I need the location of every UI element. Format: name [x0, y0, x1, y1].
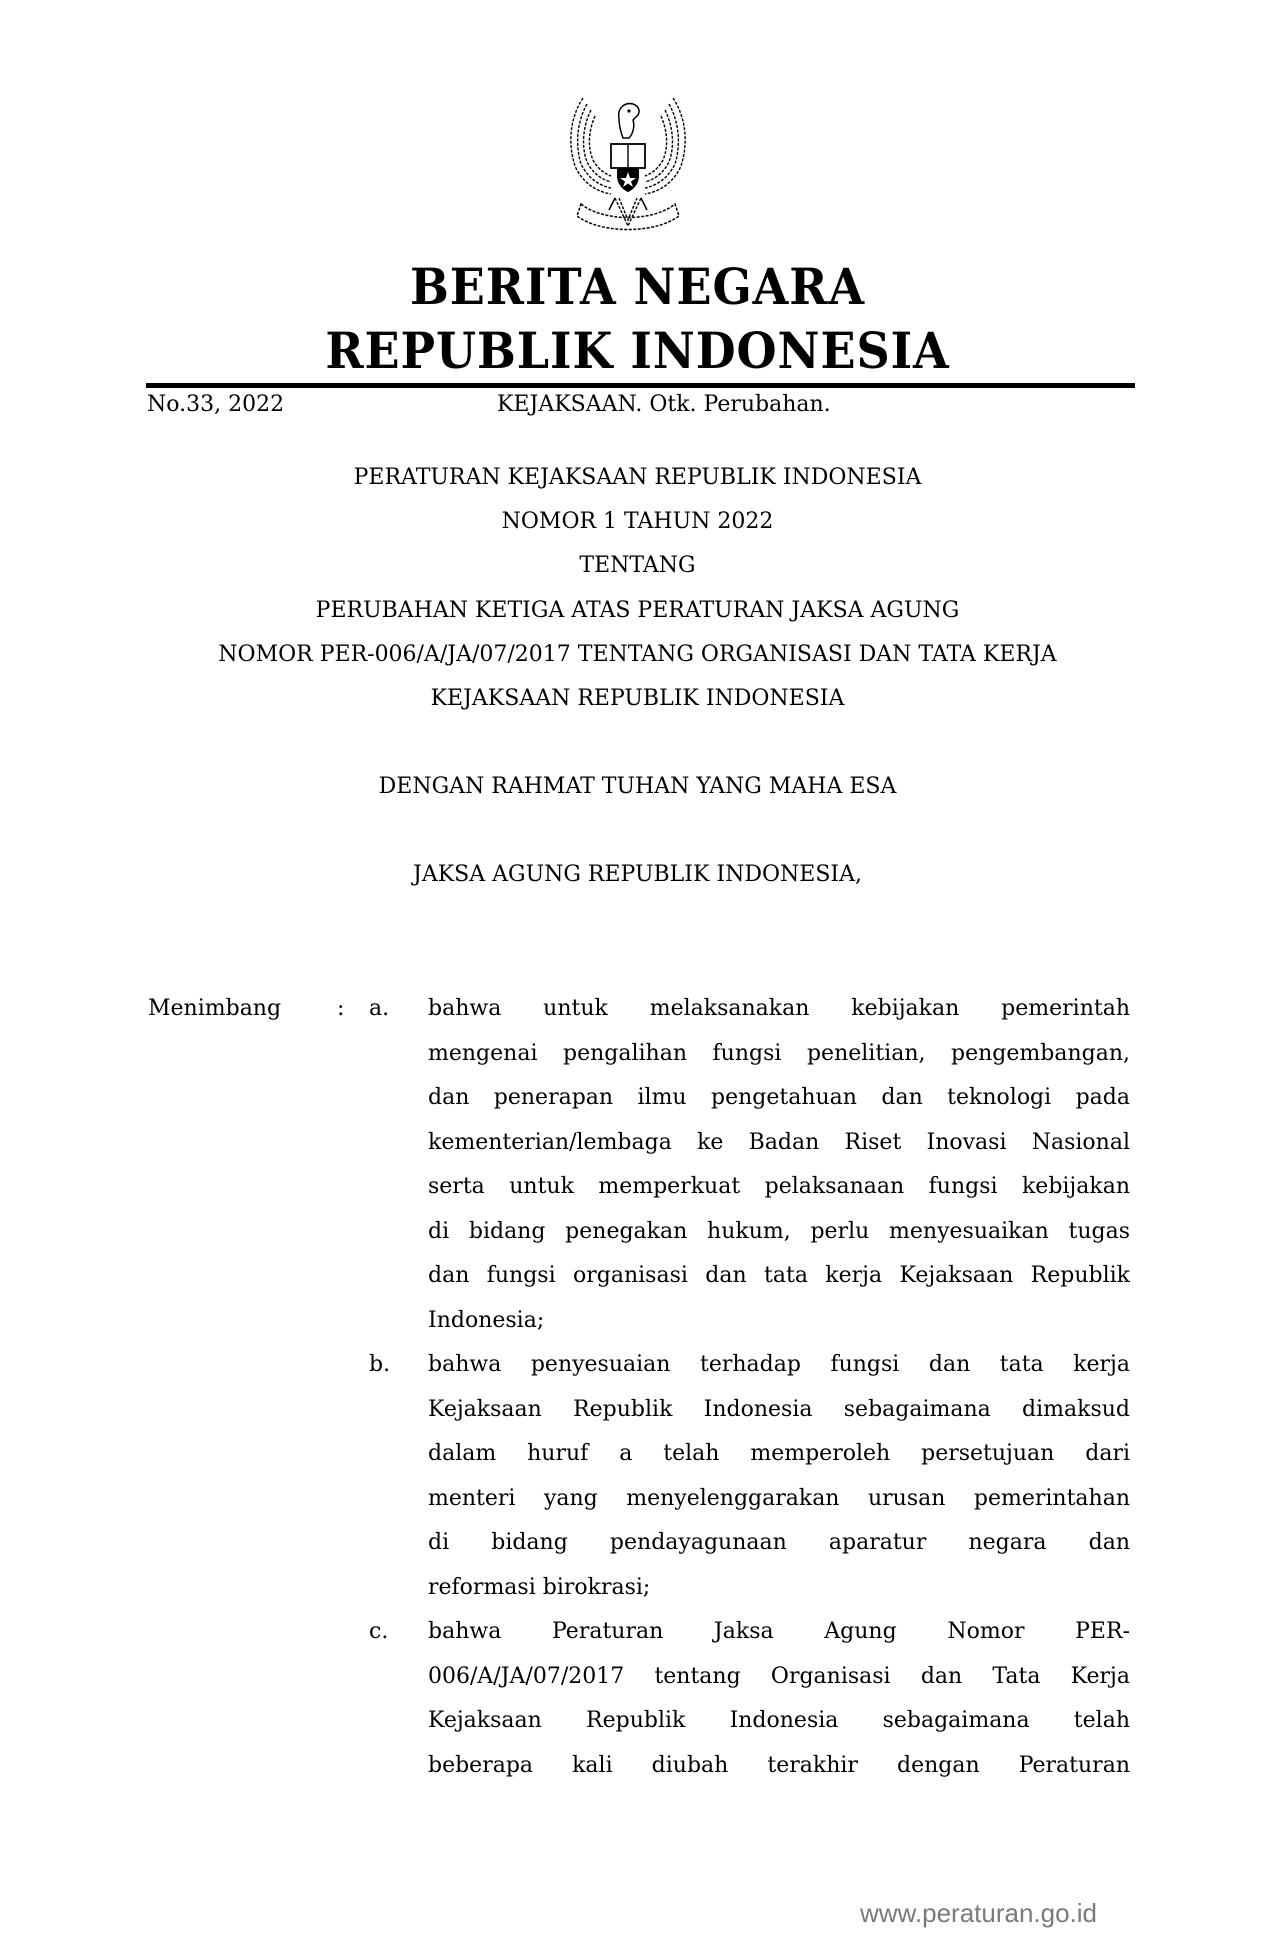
gazette-category: KEJAKSAAN. Otk. Perubahan.: [497, 392, 831, 417]
regulation-subject-line1: PERUBAHAN KETIGA ATAS PERATURAN JAKSA AGUNG: [315, 598, 960, 623]
consideration-item-c: [428, 1610, 1130, 1788]
text-line: 006/A/JA/07/2017 tentang Organisasi dan Tata Kerja: [428, 1663, 1130, 1689]
regulation-number: NOMOR 1 TAHUN 2022: [501, 509, 774, 534]
text-line: bahwa penyesuaian terhadap fungsi dan tata kerja: [428, 1352, 1130, 1377]
text-line: Indonesia;: [428, 1307, 545, 1333]
text-line: menteri yang menyelenggarakan urusan pemerintahan: [428, 1485, 1130, 1511]
issuer: JAKSA AGUNG REPUBLIK INDONESIA,: [413, 862, 862, 887]
footer-website-link[interactable]: www.peraturan.go.id: [860, 1898, 1098, 1928]
text-line: beberapa kali diubah terakhir dengan Peraturan: [428, 1752, 1130, 1778]
consideration-letter-a: a.: [369, 996, 390, 1021]
text-line: serta untuk memperkuat pelaksanaan fungsi kebijakan: [428, 1174, 1130, 1199]
regulation-subject-line2: NOMOR PER-006/A/JA/07/2017 TENTANG ORGANISASI DAN TATA KERJA: [218, 642, 1057, 667]
text-line: reformasi birokrasi;: [428, 1574, 651, 1600]
text-line: di bidang pendayagunaan aparatur negara dan: [428, 1530, 1130, 1555]
considerations-label: Menimbang: [148, 996, 282, 1021]
considerations-colon: :: [337, 996, 345, 1021]
regulation-about-label: TENTANG: [579, 553, 696, 578]
consideration-item-a: [428, 987, 1130, 1343]
text-line: bahwa untuk melaksanakan kebijakan pemerintah: [428, 996, 1130, 1021]
gazette-title-line2: REPUBLIK INDONESIA: [325, 321, 950, 380]
invocation: DENGAN RAHMAT TUHAN YANG MAHA ESA: [378, 774, 897, 799]
header-divider: [146, 383, 1135, 388]
regulation-heading: PERATURAN KEJAKSAAN REPUBLIK INDONESIA: [353, 465, 922, 490]
consideration-item-b: [428, 1343, 1130, 1610]
text-line: mengenai pengalihan fungsi penelitian, pengembangan,: [428, 1040, 1130, 1066]
text-line: di bidang penegakan hukum, perlu menyesuaikan tugas: [428, 1218, 1130, 1244]
consideration-letter-b: b.: [369, 1352, 391, 1377]
consideration-letter-c: c.: [369, 1619, 389, 1644]
text-line: dan penerapan ilmu pengetahuan dan teknologi pada: [428, 1085, 1130, 1110]
text-line: dan fungsi organisasi dan tata kerja Kejaksaan Republik: [428, 1263, 1130, 1288]
text-line: kementerian/lembaga ke Badan Riset Inovasi Nasional: [428, 1129, 1130, 1155]
gazette-number: No.33, 2022: [147, 392, 285, 417]
text-line: dalam huruf a telah memperoleh persetujuan dari: [428, 1441, 1130, 1466]
garuda-emblem-icon: [553, 86, 703, 246]
text-line: bahwa Peraturan Jaksa Agung Nomor PER-: [428, 1619, 1130, 1644]
text-line: Kejaksaan Republik Indonesia sebagaimana telah: [428, 1708, 1130, 1733]
regulation-subject-line3: KEJAKSAAN REPUBLIK INDONESIA: [430, 686, 845, 711]
gazette-title-line1: BERITA NEGARA: [409, 257, 866, 316]
text-line: Kejaksaan Republik Indonesia sebagaimana dimaksud: [428, 1396, 1130, 1422]
